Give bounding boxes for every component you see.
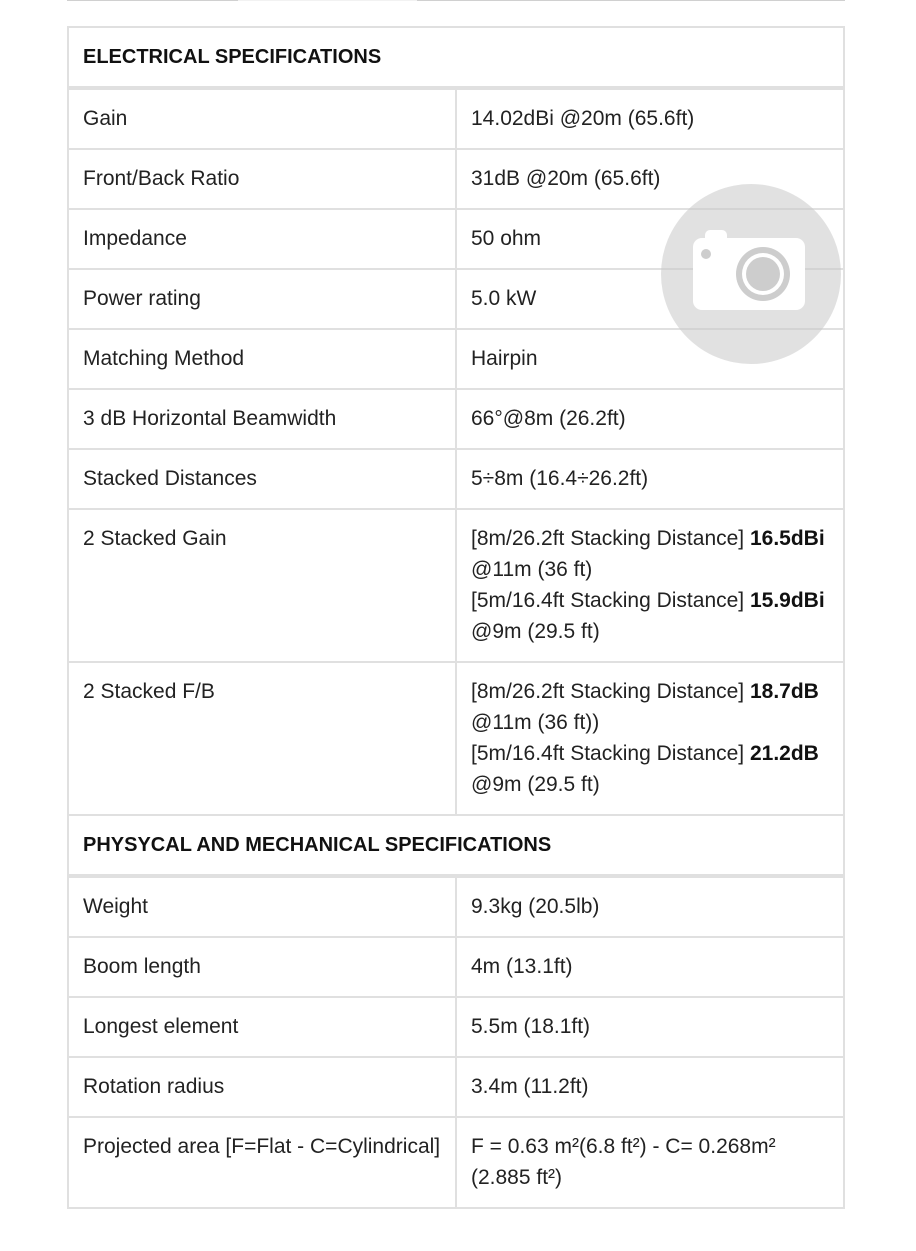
section-header-electrical	[68, 27, 844, 88]
spec-label: Rotation radius	[68, 1057, 456, 1117]
value-text: [8m/26.2ft Stacking Distance]	[471, 680, 750, 703]
spec-row-rotation-radius	[68, 1057, 844, 1117]
spec-value: 5÷8m (16.4÷26.2ft)	[456, 449, 844, 509]
spec-label: Gain	[68, 88, 456, 149]
spec-value: 4m (13.1ft)	[456, 937, 844, 997]
spec-row-longest-element	[68, 997, 844, 1057]
value-emphasis: 18.7dB	[749, 680, 819, 703]
spec-label: Boom length	[68, 937, 456, 997]
spec-label: Power rating	[68, 269, 456, 329]
spec-label: Matching Method	[68, 329, 456, 389]
spec-row-projected-area	[68, 1117, 844, 1208]
spec-row-beamwidth	[68, 389, 844, 449]
spec-value: 14.02dBi @20m (65.6ft)	[456, 88, 844, 149]
value-text: @9m (29.5 ft)	[471, 773, 600, 796]
spec-value	[456, 509, 844, 662]
spec-row-stacked-distances	[68, 449, 844, 509]
value-text: @11m (36 ft))	[471, 711, 600, 734]
spec-label: 2 Stacked Gain	[68, 509, 456, 662]
value-text: [5m/16.4ft Stacking Distance]	[471, 742, 750, 765]
spec-value: Hairpin	[456, 329, 844, 389]
spec-label: Front/Back Ratio	[68, 149, 456, 209]
spec-label: 3 dB Horizontal Beamwidth	[68, 389, 456, 449]
spec-row-stacked-fb	[68, 662, 844, 815]
value-text: [8m/26.2ft Stacking Distance]	[471, 527, 750, 550]
spec-row-boom-length	[68, 937, 844, 997]
image-placeholder-overlay[interactable]	[661, 184, 841, 364]
spec-label: Projected area [F=Flat - C=Cylindrical]	[68, 1117, 456, 1208]
spec-value: 31dB @20m (65.6ft)	[456, 149, 844, 209]
value-emphasis: 21.2dB	[749, 742, 819, 765]
spec-label: Impedance	[68, 209, 456, 269]
spec-value: 5.5m (18.1ft)	[456, 997, 844, 1057]
spec-value: 66°@8m (26.2ft)	[456, 389, 844, 449]
spec-label: Weight	[68, 876, 456, 937]
spec-value: 5.0 kW	[456, 269, 844, 329]
spec-row-weight	[68, 876, 844, 937]
value-text: [5m/16.4ft Stacking Distance]	[471, 589, 750, 612]
tab-divider	[67, 0, 238, 1]
value-emphasis: 15.9dBi	[749, 589, 825, 612]
spec-value: 50 ohm	[456, 209, 844, 269]
value-text: @11m (36 ft)	[471, 558, 593, 581]
section-header-mechanical	[68, 815, 844, 876]
spec-value: 3.4m (11.2ft)	[456, 1057, 844, 1117]
spec-value: 9.3kg (20.5lb)	[456, 876, 844, 937]
spec-label: Stacked Distances	[68, 449, 456, 509]
tab-divider-active	[238, 0, 417, 1]
spec-value	[456, 662, 844, 815]
tab-divider	[417, 0, 845, 1]
spec-row-gain	[68, 88, 844, 149]
spec-value: F = 0.63 m²(6.8 ft²) - C= 0.268m² (2.885 ft²)	[456, 1117, 844, 1208]
spec-label: Longest element	[68, 997, 456, 1057]
spec-row-stacked-gain	[68, 509, 844, 662]
section-title: PHYSYCAL AND MECHANICAL SPECIFICATIONS	[68, 815, 844, 876]
camera-icon	[691, 228, 807, 312]
value-text: @9m (29.5 ft)	[471, 620, 600, 643]
value-emphasis: 16.5dBi	[749, 527, 825, 550]
top-tab-strip	[67, 0, 845, 2]
section-title: ELECTRICAL SPECIFICATIONS	[68, 27, 844, 88]
spec-label: 2 Stacked F/B	[68, 662, 456, 815]
